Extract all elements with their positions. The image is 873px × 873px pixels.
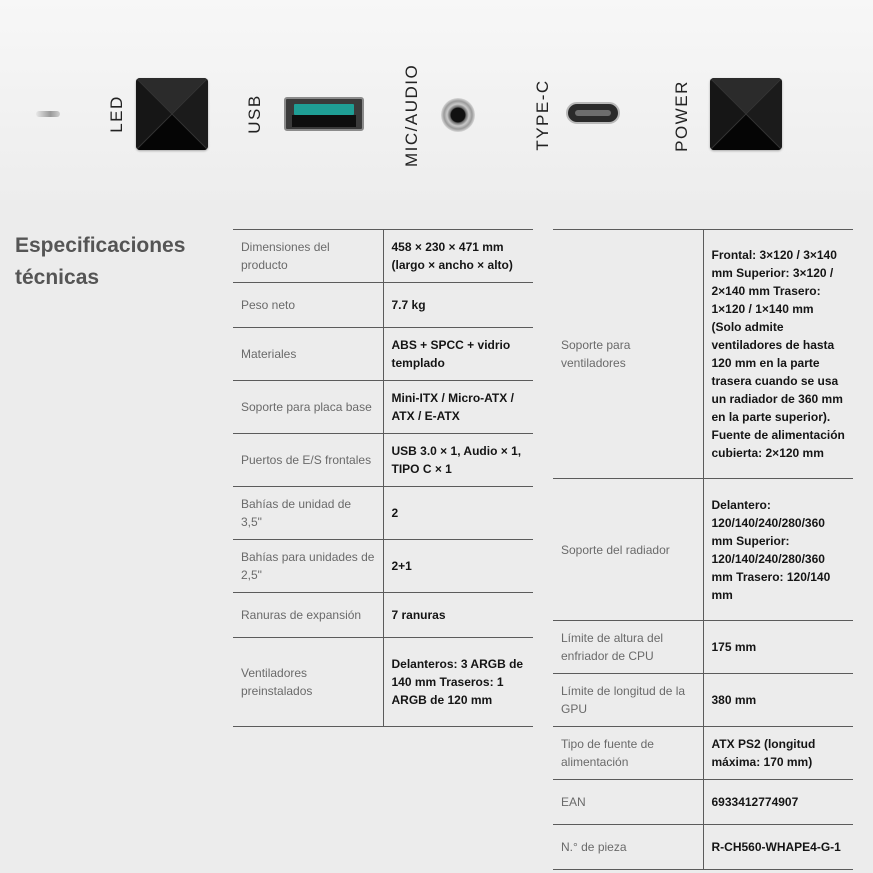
table-row bbox=[553, 479, 853, 621]
spec-value: 175 mm bbox=[703, 621, 853, 674]
usb-tongue bbox=[294, 104, 354, 115]
usb-port-icon bbox=[284, 97, 364, 131]
spec-value: Mini-ITX / Micro-ATX / ATX / E-ATX bbox=[383, 381, 533, 434]
table-row bbox=[233, 638, 533, 727]
spec-label: Soporte para ventiladores bbox=[553, 230, 703, 479]
spec-label: Bahías de unidad de 3,5" bbox=[233, 487, 383, 540]
spec-value: Delanteros: 3 ARGB de 140 mm Traseros: 1 ARGB de 120 mm bbox=[383, 638, 533, 727]
spec-label: Soporte del radiador bbox=[553, 479, 703, 621]
spec-label: Límite de longitud de la GPU bbox=[553, 674, 703, 727]
spec-label: EAN bbox=[553, 780, 703, 825]
spec-label: Peso neto bbox=[233, 283, 383, 328]
spec-value: 7 ranuras bbox=[383, 593, 533, 638]
table-row bbox=[233, 487, 533, 540]
power-button[interactable] bbox=[710, 78, 782, 150]
table-row bbox=[553, 674, 853, 727]
spec-value: 2 bbox=[383, 487, 533, 540]
spec-label: Ventiladores preinstalados bbox=[233, 638, 383, 727]
table-row bbox=[553, 780, 853, 825]
specs-heading: Especificaciones técnicas bbox=[15, 234, 186, 289]
type-c-label: TYPE-C bbox=[533, 79, 552, 151]
table-row bbox=[233, 381, 533, 434]
spec-label: Materiales bbox=[233, 328, 383, 381]
spec-label: Puertos de E/S frontales bbox=[233, 434, 383, 487]
table-row bbox=[233, 540, 533, 593]
table-row bbox=[233, 593, 533, 638]
spec-value: Delantero: 120/140/240/280/360 mm Superior: 120/140/240/280/360 mm Trasero: 120/140 mm bbox=[703, 479, 853, 621]
front-io-panel bbox=[0, 0, 873, 200]
table-row bbox=[233, 434, 533, 487]
table-row bbox=[553, 825, 853, 870]
table-row bbox=[233, 230, 533, 283]
spec-label: N.° de pieza bbox=[553, 825, 703, 870]
power-label: POWER bbox=[672, 80, 691, 152]
spec-label: Límite de altura del enfriador de CPU bbox=[553, 621, 703, 674]
mic-audio-label: MIC/AUDIO bbox=[402, 63, 421, 167]
table-row bbox=[553, 230, 853, 479]
spec-value: ABS + SPCC + vidrio templado bbox=[383, 328, 533, 381]
spec-value: USB 3.0 × 1, Audio × 1, TIPO C × 1 bbox=[383, 434, 533, 487]
spec-label: Soporte para placa base bbox=[233, 381, 383, 434]
table-row bbox=[233, 328, 533, 381]
usb-label: USB bbox=[245, 94, 264, 134]
type-c-port-icon bbox=[566, 102, 620, 124]
spec-value: R-CH560-WHAPE4-G-1 bbox=[703, 825, 853, 870]
usb-cavity bbox=[292, 115, 356, 127]
table-row bbox=[233, 283, 533, 328]
specs-table-right bbox=[553, 229, 853, 870]
spec-value: ATX PS2 (longitud máxima: 170 mm) bbox=[703, 727, 853, 780]
spec-label: Ranuras de expansión bbox=[233, 593, 383, 638]
specs-table-left bbox=[233, 229, 533, 727]
table-row bbox=[553, 727, 853, 780]
type-c-inner bbox=[575, 110, 611, 116]
spec-value: Frontal: 3×120 / 3×140 mm Superior: 3×120 / 2×140 mm Trasero: 1×120 / 1×140 mm (Solo admite ventiladores de hasta 120 mm en la parte trasera cuando se usa un radiador de 360 mm en la parte superior). Fuente de alimentación cubierta: 2×120 mm bbox=[703, 230, 853, 479]
reset-button[interactable] bbox=[136, 78, 208, 150]
audio-jack-icon bbox=[441, 98, 475, 132]
led-indicator bbox=[36, 111, 60, 117]
spec-label: Tipo de fuente de alimentación bbox=[553, 727, 703, 780]
spec-label: Bahías para unidades de 2,5" bbox=[233, 540, 383, 593]
spec-label: Dimensiones del producto bbox=[233, 230, 383, 283]
table-row bbox=[553, 621, 853, 674]
led-label: LED bbox=[107, 95, 126, 133]
spec-value: 7.7 kg bbox=[383, 283, 533, 328]
spec-value: 380 mm bbox=[703, 674, 853, 727]
spec-value: 458 × 230 × 471 mm (largo × ancho × alto) bbox=[383, 230, 533, 283]
spec-value: 2+1 bbox=[383, 540, 533, 593]
spec-value: 6933412774907 bbox=[703, 780, 853, 825]
